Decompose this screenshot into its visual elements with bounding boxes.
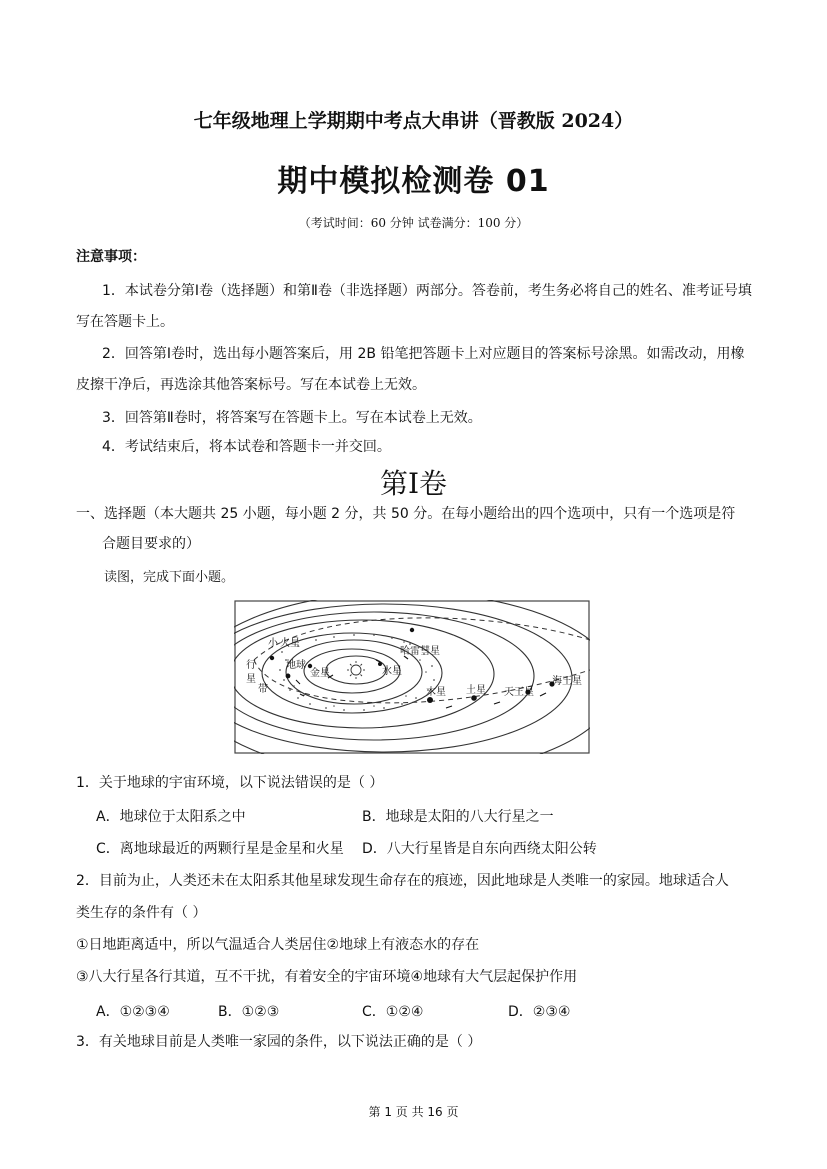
label-huilei: 哈雷彗星 (400, 646, 440, 657)
label-xing2: 星 (246, 674, 256, 685)
label-tianwang: 天王星 (504, 687, 534, 698)
question-1-option-b: B．地球是太阳的八大行星之一 (362, 809, 554, 825)
question-2-option-a: A．①②③④ (96, 1004, 170, 1020)
question-2-condition-2: ③八大行星各行其道，互不干扰，有着安全的宇宙环境④地球有大气层起保护作用 (76, 969, 578, 985)
halley-dot (410, 628, 414, 632)
section-title: 第Ⅰ卷 (379, 467, 448, 500)
label-muxing: 木星 (426, 687, 446, 698)
notice-item-3: 3．回答第Ⅱ卷时，将答案写在答题卡上。写在本试卷上无效。 (102, 410, 482, 426)
question-3-stem: 3．有关地球目前是人类唯一家园的条件，以下说法正确的是（ ） (76, 1034, 482, 1050)
saturn-dot (471, 695, 477, 701)
label-huoxing: 火星 (280, 638, 300, 649)
notice-item-2: 2．回答第Ⅰ卷时，选出每小题答案后，用 2B 铅笔把答题卡上对应题目的答案标号涂黑。如需改动，用橡皮擦干净后，再选涂其他答案标号。写在本试卷上无效。 (76, 346, 745, 393)
page-footer: 第 1 页 共 16 页 (368, 1105, 459, 1119)
question-1-option-a: A．地球位于太阳系之中 (96, 809, 246, 825)
read-map-instruction: 读图，完成下面小题。 (104, 570, 235, 585)
label-haiwang: 海王星 (552, 676, 582, 687)
label-dai: 带 (258, 684, 268, 695)
notice-item-1: 1．本试卷分第Ⅰ卷（选择题）和第Ⅱ卷（非选择题）两部分。答卷前，考生务必将自己的姓名、准考证号填写在答题卡上。 (76, 283, 752, 330)
notice-heading: 注意事项： (76, 249, 146, 265)
document-title: 期中模拟检测卷 01 (277, 164, 550, 199)
question-2-stem-line2: 类生存的条件有（ ） (76, 905, 207, 921)
question-2-condition-1: ①日地距离适中，所以气温适合人类居住②地球上有液态水的存在 (76, 937, 480, 953)
document-subtitle: 七年级地理上学期期中考点大串讲（晋教版 2024） (193, 110, 634, 132)
question-2-option-c: C．①②④ (362, 1004, 424, 1020)
question-2-option-d: D．②③④ (508, 1004, 571, 1020)
question-1-option-c: C．离地球最近的两颗行星是金星和火星 (96, 841, 344, 857)
label-xiao: 小 (268, 638, 278, 649)
solar-system-figure (234, 600, 590, 754)
exam-info: （考试时间：60 分钟 试卷满分：100 分） (298, 216, 529, 230)
label-diqiu: 地球 (286, 660, 306, 671)
question-2-stem-line1: 2．目前为止，人类还未在太阳系其他星球发现生命存在的痕迹，因此地球是人类唯一的家园。地球适合人 (76, 873, 729, 889)
question-1-stem: 1．关于地球的宇宙环境，以下说法错误的是（ ） (76, 775, 384, 791)
label-tuxing: 土星 (466, 685, 486, 696)
question-2-option-b: B．①②③ (218, 1004, 280, 1020)
label-shuixing: 水星 (382, 666, 402, 677)
part-heading-line1: 一、选择题（本大题共 25 小题，每小题 2 分，共 50 分。在每小题给出的四个选项中，只有一个选项是符 (76, 506, 736, 522)
part-heading-line2: 合题目要求的） (102, 536, 200, 552)
earth-dot (286, 674, 291, 679)
part-heading (76, 499, 758, 559)
mars-dot (270, 656, 274, 660)
notice-item-4: 4．考试结束后，将本试卷和答题卡一并交回。 (102, 439, 391, 455)
question-1-option-d: D．八大行星皆是自东向西绕太阳公转 (362, 841, 597, 857)
label-xing1: 行 (246, 660, 256, 671)
label-jinxing: 金星 (310, 668, 330, 679)
